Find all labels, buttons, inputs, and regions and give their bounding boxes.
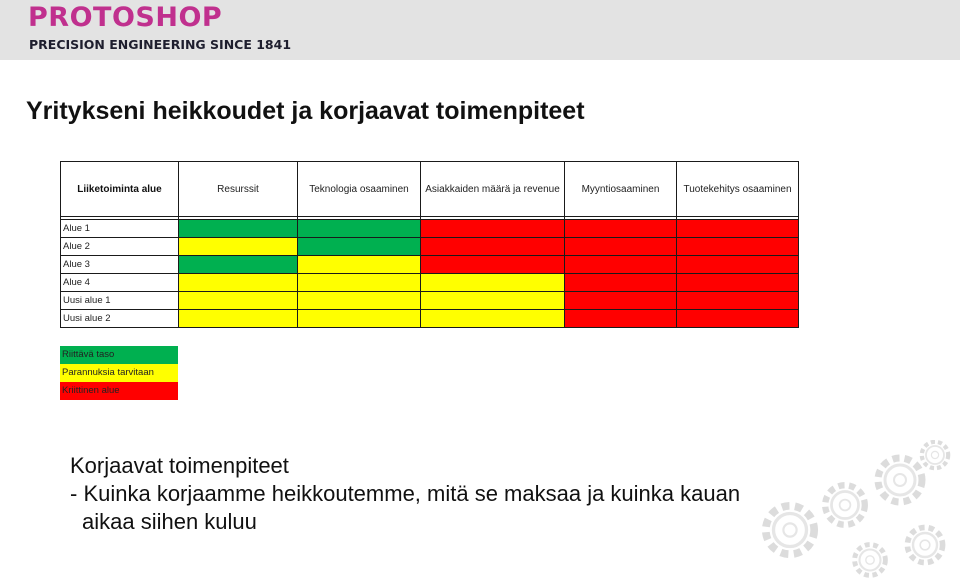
legend-item-red: Kriittinen alue [60,382,178,400]
assessment-table [60,161,799,328]
status-cell-red [565,256,677,274]
table-row [61,274,799,292]
status-cell-yellow [298,310,421,328]
column-header: Liiketoiminta alue [61,162,179,217]
column-header: Tuotekehitys osaaminen [677,162,799,217]
table-row [61,292,799,310]
status-cell-green [179,256,298,274]
table-row [61,220,799,238]
legend-item-green: Riittävä taso [60,346,178,364]
row-label: Uusi alue 2 [61,310,179,328]
status-cell-red [565,238,677,256]
page-title: Yritykseni heikkoudet ja korjaavat toimenpiteet [26,97,585,125]
column-header: Resurssit [179,162,298,217]
table-row [61,238,799,256]
status-cell-red [565,310,677,328]
brand-logo: PROTOSHOP [28,2,223,33]
table-row [61,310,799,328]
corrective-line-2: aikaa siihen kuluu [82,509,257,534]
status-cell-yellow [421,310,565,328]
status-cell-yellow [298,292,421,310]
status-cell-red [677,274,799,292]
row-label: Uusi alue 1 [61,292,179,310]
row-label: Alue 3 [61,256,179,274]
status-cell-green [298,220,421,238]
status-cell-red [565,274,677,292]
status-cell-red [677,220,799,238]
status-cell-red [421,256,565,274]
status-cell-green [298,238,421,256]
status-cell-yellow [421,292,565,310]
gears-decoration-icon [730,440,960,580]
status-cell-yellow [298,274,421,292]
status-cell-red [677,238,799,256]
row-label: Alue 1 [61,220,179,238]
brand-tagline: PRECISION ENGINEERING SINCE 1841 [29,37,292,52]
status-cell-yellow [298,256,421,274]
column-header: Asiakkaiden määrä ja revenue [421,162,565,217]
status-cell-red [565,220,677,238]
legend-item-yellow: Parannuksia tarvitaan [60,364,178,382]
status-cell-yellow [179,238,298,256]
status-cell-yellow [179,310,298,328]
row-label: Alue 2 [61,238,179,256]
table-header-row [61,162,799,217]
status-cell-green [179,220,298,238]
status-cell-red [565,292,677,310]
column-header: Myyntiosaaminen [565,162,677,217]
corrective-line-1: - Kuinka korjaamme heikkoutemme, mitä se maksaa ja kuinka kauan [70,481,741,506]
status-cell-red [677,292,799,310]
status-cell-red [677,310,799,328]
status-cell-yellow [179,274,298,292]
column-header: Teknologia osaaminen [298,162,421,217]
header-bar [0,0,960,60]
corrective-heading: Korjaavat toimenpiteet [70,453,289,478]
color-legend [60,346,178,400]
corrective-actions-text [70,452,740,536]
status-cell-yellow [179,292,298,310]
status-cell-yellow [421,274,565,292]
row-label: Alue 4 [61,274,179,292]
table-row [61,256,799,274]
status-cell-red [421,238,565,256]
status-cell-red [421,220,565,238]
status-cell-red [677,256,799,274]
